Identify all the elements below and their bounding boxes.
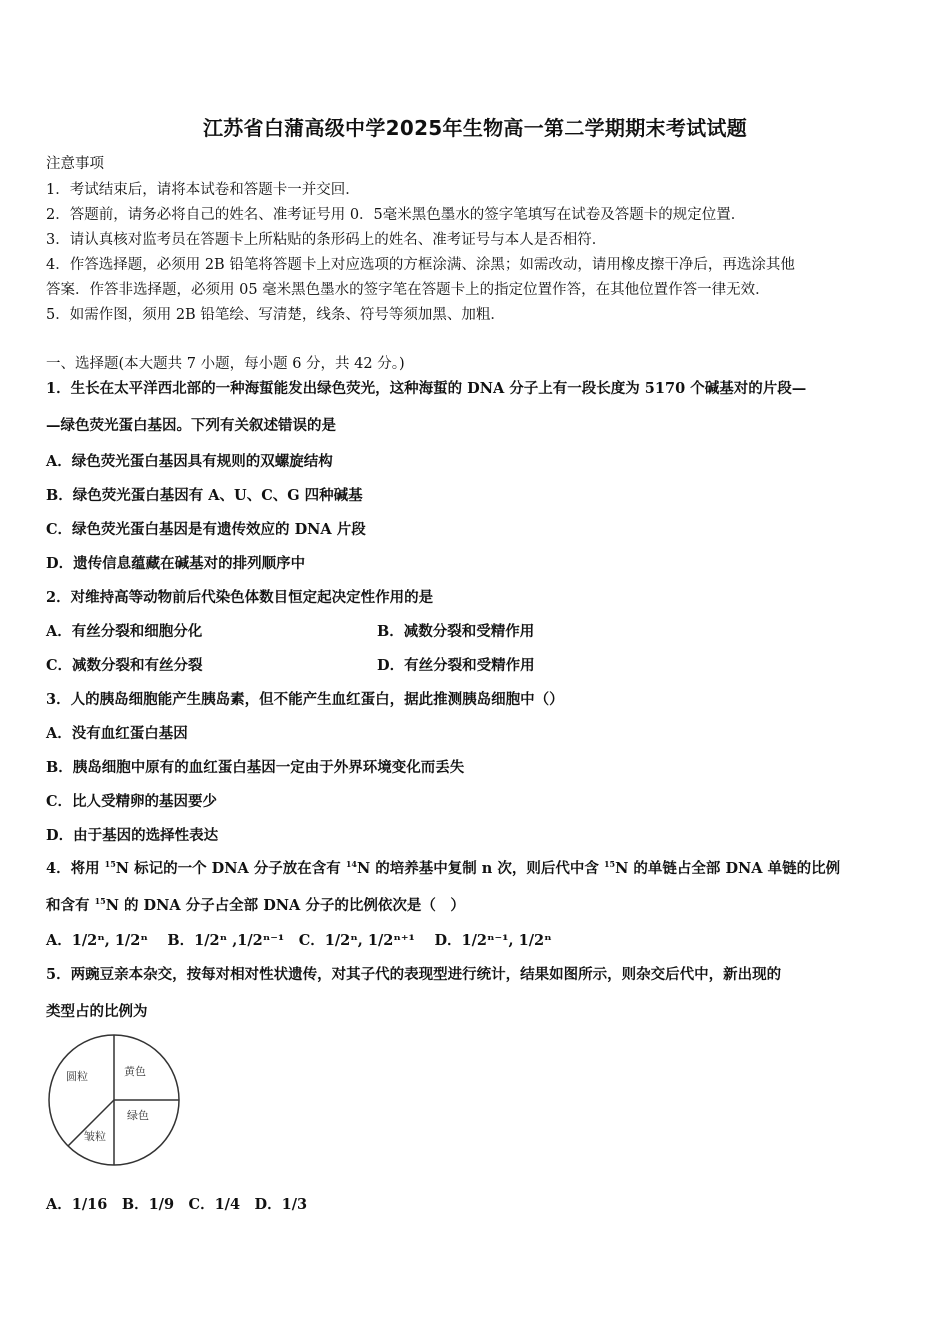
question-1-stem: 1．生长在太平洋西北部的一种海蜇能发出绿色荧光，这种海蜇的 DNA 分子上有一段长度为 5170 个碱基对的片段— (46, 380, 807, 397)
q4-superscript: 15 (104, 859, 116, 869)
notice-heading: 注意事项 (46, 156, 104, 172)
pie-label-wrinkled: 皱粒 (84, 1130, 106, 1143)
notice-item: 答案．作答非选择题，必须用 05 毫米黑色墨水的签字笔在答题卡上的指定位置作答，在其他位置作答一律无效． (46, 282, 770, 298)
pie-chart (44, 1032, 192, 1166)
question-5-stem: 5．两豌豆亲本杂交，按每对相对性状遗传，对其子代的表现型进行统计，结果如图所示，则杂交后代中，新出现的 (46, 966, 782, 983)
question-4-stem (46, 857, 904, 878)
q5-options: A．1/16 B．1/9 C．1/4 D．1/3 (46, 1196, 308, 1213)
question-1-stem-cont: —绿色荧光蛋白基因。下列有关叙述错误的是 (46, 417, 336, 434)
q4-text: N 的培养基中复制 n 次，则后代中含 (356, 860, 604, 877)
pie-label-round: 圆粒 (66, 1070, 88, 1083)
question-5-stem-cont: 类型占的比例为 (46, 1003, 148, 1020)
q1-option-b: B．绿色荧光蛋白基因有 A、U、C、G 四种碱基 (46, 487, 363, 504)
notice-item: 4．作答选择题，必须用 2B 铅笔将答题卡上对应选项的方框涂满、涂黑；如需改动，请用橡皮擦干净后，再选涂其他 (46, 257, 795, 273)
q4-text: 和含有 (46, 897, 95, 914)
pie-label-green: 绿色 (127, 1109, 149, 1122)
q3-option-c: C．比人受精卵的基因要少 (46, 793, 218, 810)
q4-superscript: 15 (603, 859, 616, 869)
notice-item: 1．考试结束后，请将本试卷和答题卡一并交回． (46, 182, 360, 198)
q4-text: N 的单链占全部 DNA 单链的比例 (615, 860, 841, 877)
question-4-stem-cont (46, 894, 904, 915)
q2-option-a: A．有丝分裂和细胞分化 (46, 623, 203, 640)
q2-option-d: D．有丝分裂和受精作用 (377, 657, 535, 674)
q3-option-b: B．胰岛细胞中原有的血红蛋白基因一定由于外界环境变化而丢失 (46, 759, 465, 776)
q4-text: N 标记的一个 DNA 分子放在含有 (115, 860, 346, 877)
page-title: 江苏省白蒲高级中学2025年生物高一第二学期期末考试试题 (202, 116, 748, 140)
q1-option-d: D．遗传信息蕴藏在碱基对的排列顺序中 (46, 555, 306, 572)
notice-item: 3．请认真核对监考员在答题卡上所粘贴的条形码上的姓名、准考证号与本人是否相符． (46, 232, 607, 248)
q4-superscript: 15 (94, 896, 106, 906)
question-3-stem: 3．人的胰岛细胞能产生胰岛素，但不能产生血红蛋白，据此推测胰岛细胞中（） (46, 691, 564, 708)
q1-option-a: A．绿色荧光蛋白基因具有规则的双螺旋结构 (46, 453, 333, 470)
q4-superscript: 14 (345, 859, 357, 869)
notice-item: 2．答题前，请务必将自己的姓名、准考证号用 0．5毫米黑色墨水的签字笔填写在试卷及答题卡的规定位置． (46, 207, 746, 223)
q2-option-c: C．减数分裂和有丝分裂 (46, 657, 203, 674)
pie-label-yellow: 黄色 (124, 1065, 146, 1078)
section-heading: 一、选择题(本大题共 7 小题，每小题 6 分，共 42 分。) (46, 356, 405, 372)
q1-option-c: C．绿色荧光蛋白基因是有遗传效应的 DNA 片段 (46, 521, 366, 538)
q4-text: N 的 DNA 分子占全部 DNA 分子的比例依次是（ ） (105, 897, 465, 914)
q2-option-b: B．减数分裂和受精作用 (377, 623, 535, 640)
question-2-stem: 2．对维持高等动物前后代染色体数目恒定起决定性作用的是 (46, 589, 434, 606)
q4-options: A．1/2ⁿ, 1/2ⁿ B．1/2ⁿ ,1/2ⁿ⁻¹ C．1/2ⁿ, 1/2ⁿ⁺¹ D．1/2ⁿ⁻¹, 1/2ⁿ (46, 932, 552, 949)
notice-item: 5．如需作图，须用 2B 铅笔绘、写清楚，线条、符号等须加黑、加粗． (46, 307, 505, 323)
q4-text: 4．将用 (46, 860, 105, 877)
q3-option-a: A．没有血红蛋白基因 (46, 725, 188, 742)
q3-option-d: D．由于基因的选择性表达 (46, 827, 219, 844)
